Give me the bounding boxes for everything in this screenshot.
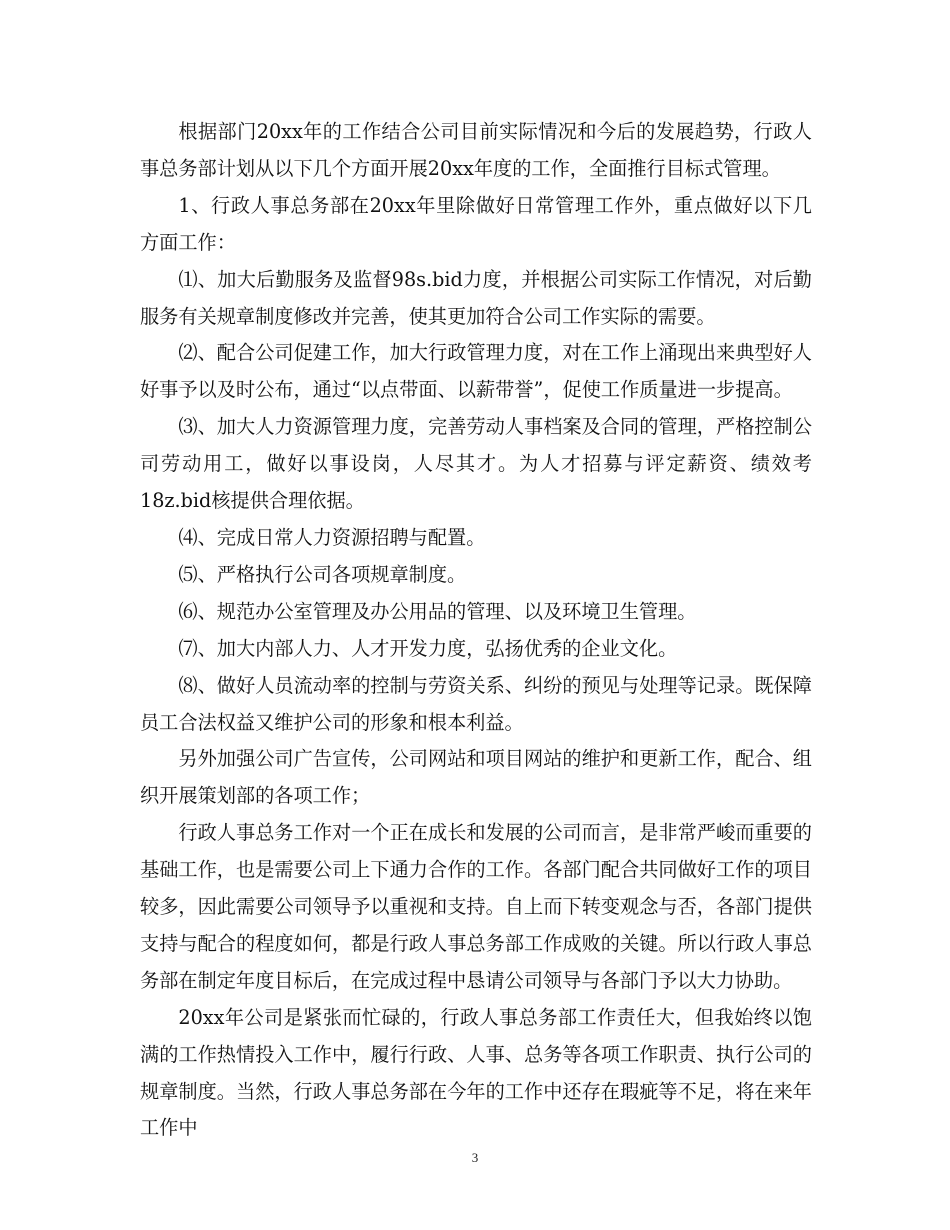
paragraph-importance: 行政人事总务工作对一个正在成长和发展的公司而言，是非常严峻而重要的基础工作，也是需要公司上下通力合作的工作。各部门配合共同做好工作的项目较多，因此需要公司领导予以重视和支持。自上而下转变观念与否，各部门提供支持与配合的程度如何，都是行政人事总务部工作成败的关键。所以行政人事总务部在制定年度目标后，在完成过程中恳请公司领导与各部门予以大力协助。 (140, 821, 812, 992)
paragraph-item-1: 1、行政人事总务部在20xx年里除做好日常管理工作外，重点做好以下几方面工作： (140, 193, 812, 254)
paragraph-subitem-8: ⑻、做好人员流动率的控制与劳资关系、纠纷的预见与处理等记录。既保障员工合法权益又维护公司的形象和根本利益。 (140, 673, 812, 734)
paragraph-subitem-4: ⑷、完成日常人力资源招聘与配置。 (178, 525, 486, 549)
paragraph-subitem-6: ⑹、规范办公室管理及办公用品的管理、以及环境卫生管理。 (178, 599, 697, 623)
paragraph-subitem-3: ⑶、加大人力资源管理力度，完善劳动人事档案及合同的管理，严格控制公司劳动用工，做好以事设岗，人尽其才。为人才招募与评定薪资、绩效考18z.bid核提供合理依据。 (140, 415, 812, 513)
page-number: 3 (471, 1150, 479, 1165)
paragraph-subitem-2: ⑵、配合公司促建工作，加大行政管理力度，对在工作上涌现出来典型好人好事予以及时公布，通过“以点带面、以薪带誉”，促使工作质量进一步提高。 (140, 341, 812, 402)
paragraph-subitem-1: ⑴、加大后勤服务及监督98s.bid力度，并根据公司实际工作情况，对后勤服务有关规章制度修改并完善，使其更加符合公司工作实际的需要。 (140, 267, 812, 328)
paragraph-intro: 根据部门20xx年的工作结合公司目前实际情况和今后的发展趋势，行政人事总务部计划从以下几个方面开展20xx年度的工作，全面推行目标式管理。 (140, 120, 812, 180)
paragraph-summary: 20xx年公司是紧张而忙碌的，行政人事总务部工作责任大，但我始终以饱满的工作热情投入工作中，履行行政、人事、总务等各项工作职责、执行公司的规章制度。当然，行政人事总务部在今年的工作中还存在瑕疵等不足，将在来年工作中 (140, 1005, 812, 1140)
paragraph-subitem-7: ⑺、加大内部人力、人才开发力度，弘扬优秀的企业文化。 (178, 636, 678, 660)
paragraph-publicity: 另外加强公司广告宣传，公司网站和项目网站的维护和更新工作，配合、组织开展策划部的各项工作； (140, 747, 812, 808)
paragraph-subitem-5: ⑸、严格执行公司各项规章制度。 (178, 562, 467, 586)
document-body (140, 114, 812, 1147)
